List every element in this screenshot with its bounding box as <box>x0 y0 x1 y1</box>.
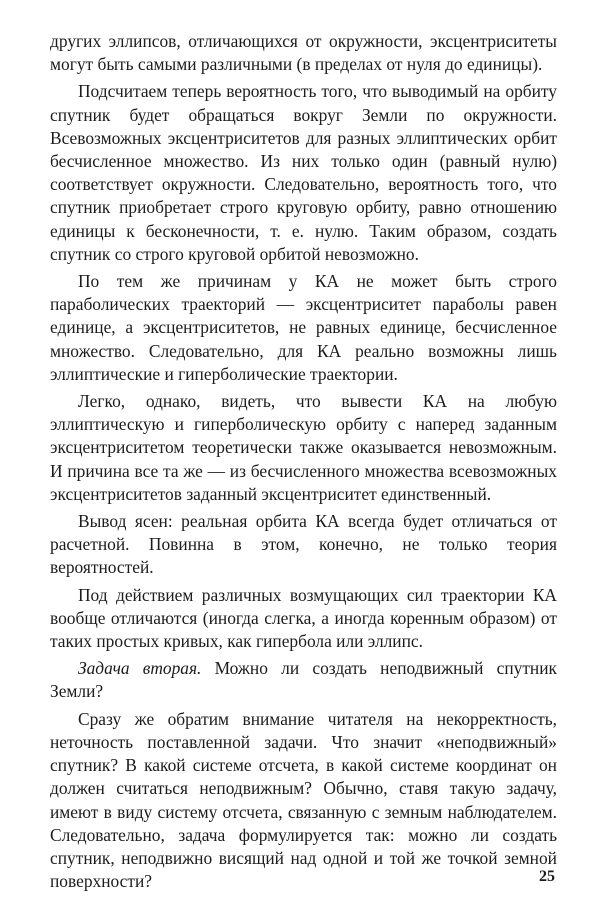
problem-heading: Задача вторая. <box>78 658 202 679</box>
paragraph-conclusion: Вывод ясен: реальная орбита КА всегда будет отличаться от расчетной. Повинна в этом, конечно, не только теория вероятностей. <box>50 511 557 578</box>
page-body <box>50 30 557 893</box>
paragraph-given-eccentricity: Легко, однако, видеть, что вывести КА на любую эллиптическую и гиперболическую орбиту с наперед заданным эксцентриситетом теоретически также оказывается невозможным. И причина все та же — из бесчисленного множества всевозможных эксцентриситетов заданный эксцентриситет единственный. <box>50 391 557 504</box>
paragraph-parabolic-trajectories: По тем же причинам у КА не может быть строго параболических траекторий — эксцентриситет параболы равен единице, а эксцентриситетов, не равных единице, бесчисленное множество. Следовательно, для КА реально возможны лишь эллиптические и гиперболические траектории. <box>50 271 557 384</box>
page-number: 25 <box>539 868 555 885</box>
paragraph-perturbing-forces: Под действием различных возмущающих сил траектории КА вообще отличаются (иногда слегка, а иногда коренным образом) от таких простых кривых, как гипербола или эллипс. <box>50 584 557 652</box>
paragraph-incorrectness: Сразу же обратим внимание читателя на некорректность, неточность поставленной задачи. Что значит «неподвижный» спутник? В какой системе отсчета, в какой системе координат он должен считаться неподвижным? Обычно, ставя такую задачу, имеют в виду систему отсчета, связанную с земным наблюдателем. Следовательно, задача формулируется так: можно ли создать спутник, неподвижно висящий над одной и той же точкой земной поверхности? <box>50 708 557 892</box>
paragraph-circular-orbit: Подсчитаем теперь вероятность того, что выводимый на орбиту спутник будет обращаться вокруг Земли по окружности. Всевозможных эксцентриситетов для разных эллиптических орбит бесчисленное множество. Из них только один (равный нулю) соответствует окружности. Следовательно, вероятность того, что спутник приобретает строго круговую орбиту, равно отношению единицы к бесконечности, т. е. нулю. Таким образом, создать спутник со строго круговой орбитой невозможно. <box>50 81 557 264</box>
paragraph-continuation: других эллипсов, отличающихся от окружности, эксцентриситеты могут быть самыми различными (в пределах от нуля до единицы). <box>50 31 557 75</box>
problem-question: Можно ли создать неподвижный спутник Земли? <box>50 658 557 702</box>
paragraph-second-problem <box>50 657 557 703</box>
